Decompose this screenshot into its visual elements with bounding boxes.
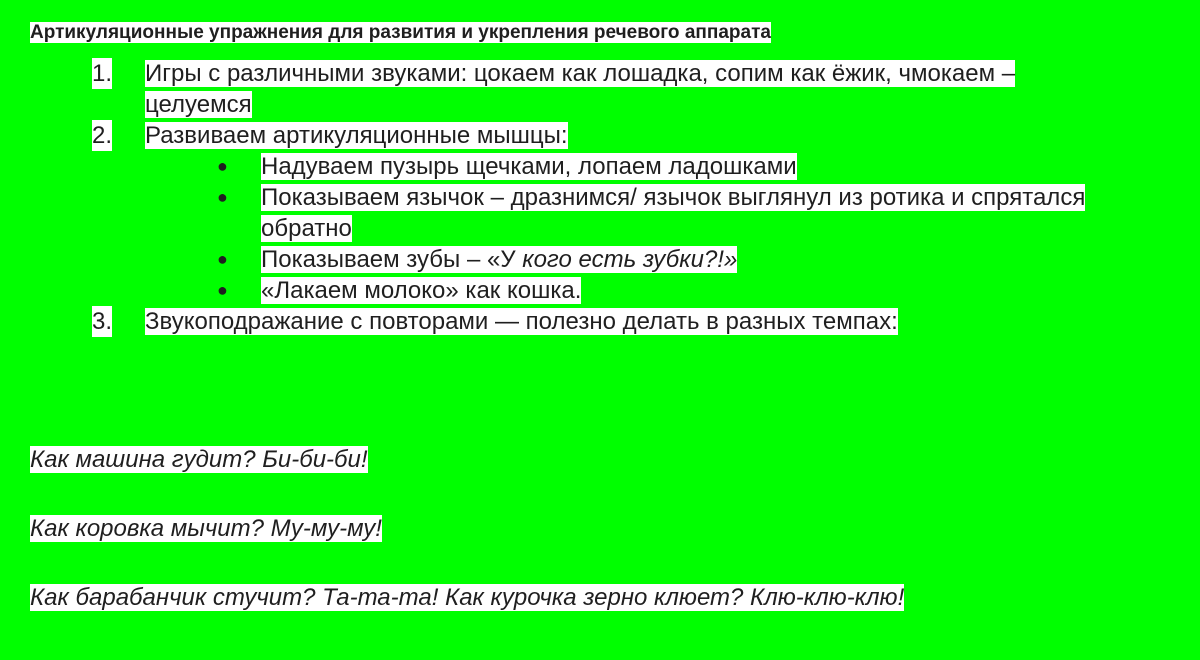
bullet-icon: ● [217,280,228,300]
bullet-text: Показываем язычок – дразнимся/ язычок выглянул из ротика и спрятался обратно [261,184,1086,242]
bullet-text-italic: кого есть зубки?!» [522,246,738,273]
list-item-2 [0,120,1200,306]
list-item-1 [0,58,1200,120]
bullet-item [145,275,1200,306]
exercise-list [0,58,1200,337]
phrase-text: Как машина гудит? Би-би-би! [30,446,368,473]
document-title [30,20,771,46]
phrase [30,582,904,613]
onomatopoeia-phrases [30,444,904,651]
phrase-text: Как коровка мычит? Му-му-му! [30,515,382,542]
list-item-text: Развиваем артикуляционные мышцы: [145,122,568,149]
list-item-text: Звукоподражание с повторами — полезно делать в разных темпах: [145,308,898,335]
phrase [30,513,904,544]
bullet-icon: ● [217,156,228,176]
bullet-icon: ● [217,249,228,269]
phrase [30,444,904,475]
list-number: 3. [92,308,113,335]
list-item-3 [0,306,1200,337]
bullet-icon: ● [217,187,228,207]
bullet-text: «Лакаем молоко» как кошка. [261,277,582,304]
phrase-text: Как барабанчик стучит? Та-та-та! Как курочка зерно клюет? Клю-клю-клю! [30,584,905,611]
list-number: 1. [92,60,113,87]
bullet-item [145,244,1200,275]
bullet-item [145,182,1200,244]
list-item-text: Игры с различными звуками: цокаем как лошадка, сопим как ёжик, чмокаем – целуемся [145,60,1016,118]
bullet-item [145,151,1200,182]
bullet-text: Надуваем пузырь щечками, лопаем ладошками [261,153,797,180]
document-title-text: Артикуляционные упражнения для развития и укрепления речевого аппарата [30,22,771,43]
muscle-exercise-list [145,151,1200,306]
bullet-text-plain: Показываем зубы – «У [261,246,523,273]
list-number: 2. [92,122,113,149]
